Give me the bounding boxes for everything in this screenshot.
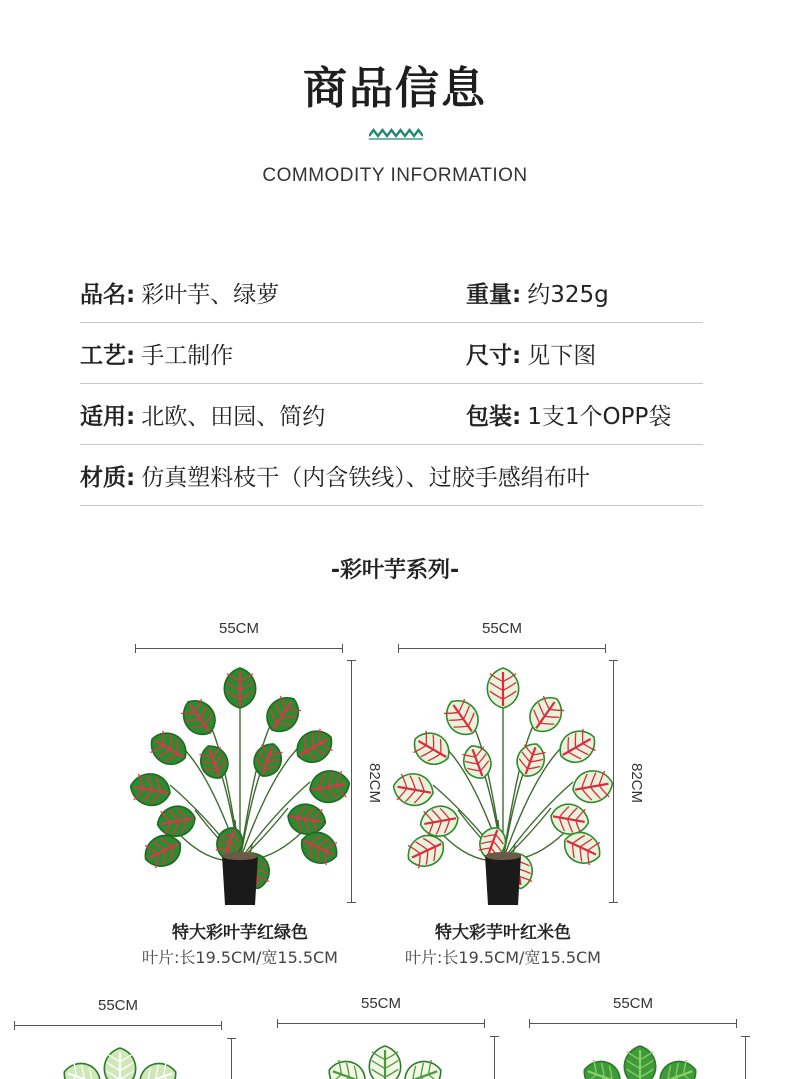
info-table	[80, 262, 703, 506]
height-dimension-line	[231, 1038, 232, 1079]
width-dimension-label: 55CM	[360, 995, 401, 1012]
height-dimension-line	[613, 660, 614, 903]
info-label: 适用:	[80, 404, 136, 430]
product-name: 特大彩叶芋红绿色	[172, 923, 308, 943]
product-spec: 叶片:长19.5CM/宽15.5CM	[405, 948, 601, 967]
info-value: 仿真塑料枝干（内含铁线）、过胶手感绢布叶	[141, 465, 590, 491]
info-row	[80, 384, 703, 445]
info-value: 彩叶芋、绿萝	[141, 282, 280, 308]
width-dimension-line	[398, 648, 606, 649]
info-label: 品名:	[80, 282, 136, 308]
height-dimension-line	[494, 1036, 495, 1079]
info-value: 北欧、田园、简约	[141, 404, 326, 430]
info-label: 重量:	[466, 282, 522, 308]
info-label: 材质:	[80, 465, 136, 491]
height-dimension-label: 82CM	[628, 763, 645, 804]
info-label: 工艺:	[80, 343, 136, 369]
plant-image-red-cream	[403, 660, 603, 910]
width-dimension-label: 55CM	[97, 997, 138, 1014]
info-label: 包装:	[466, 404, 522, 430]
width-dimension-line	[277, 1023, 485, 1024]
plant-image-partial	[30, 1040, 220, 1079]
height-dimension-line	[351, 660, 352, 903]
plant-image-partial	[550, 1038, 740, 1079]
width-dimension-line	[529, 1023, 737, 1024]
series-title: -彩叶芋系列-	[330, 558, 460, 583]
info-value: 见下图	[527, 343, 597, 369]
height-dimension-line	[745, 1036, 746, 1079]
plant-image-partial	[295, 1038, 485, 1079]
info-value: 1支1个OPP袋	[527, 404, 672, 430]
info-value: 约325g	[527, 282, 609, 308]
plant-image-red-green	[140, 660, 340, 910]
wave-divider-icon	[369, 128, 423, 140]
product-name: 特大彩芋叶红米色	[435, 923, 571, 943]
info-row	[80, 262, 703, 323]
page-subtitle: COMMODITY INFORMATION	[262, 165, 528, 186]
info-row	[80, 323, 703, 384]
info-value: 手工制作	[141, 343, 234, 369]
height-dimension-label: 82CM	[366, 763, 383, 804]
page-title: 商品信息	[303, 63, 487, 114]
width-dimension-line	[14, 1025, 222, 1026]
width-dimension-label: 55CM	[612, 995, 653, 1012]
info-row	[80, 445, 703, 506]
info-label: 尺寸:	[466, 343, 522, 369]
product-spec: 叶片:长19.5CM/宽15.5CM	[142, 948, 338, 967]
width-dimension-label: 55CM	[218, 620, 259, 637]
width-dimension-label: 55CM	[481, 620, 522, 637]
width-dimension-line	[135, 648, 343, 649]
